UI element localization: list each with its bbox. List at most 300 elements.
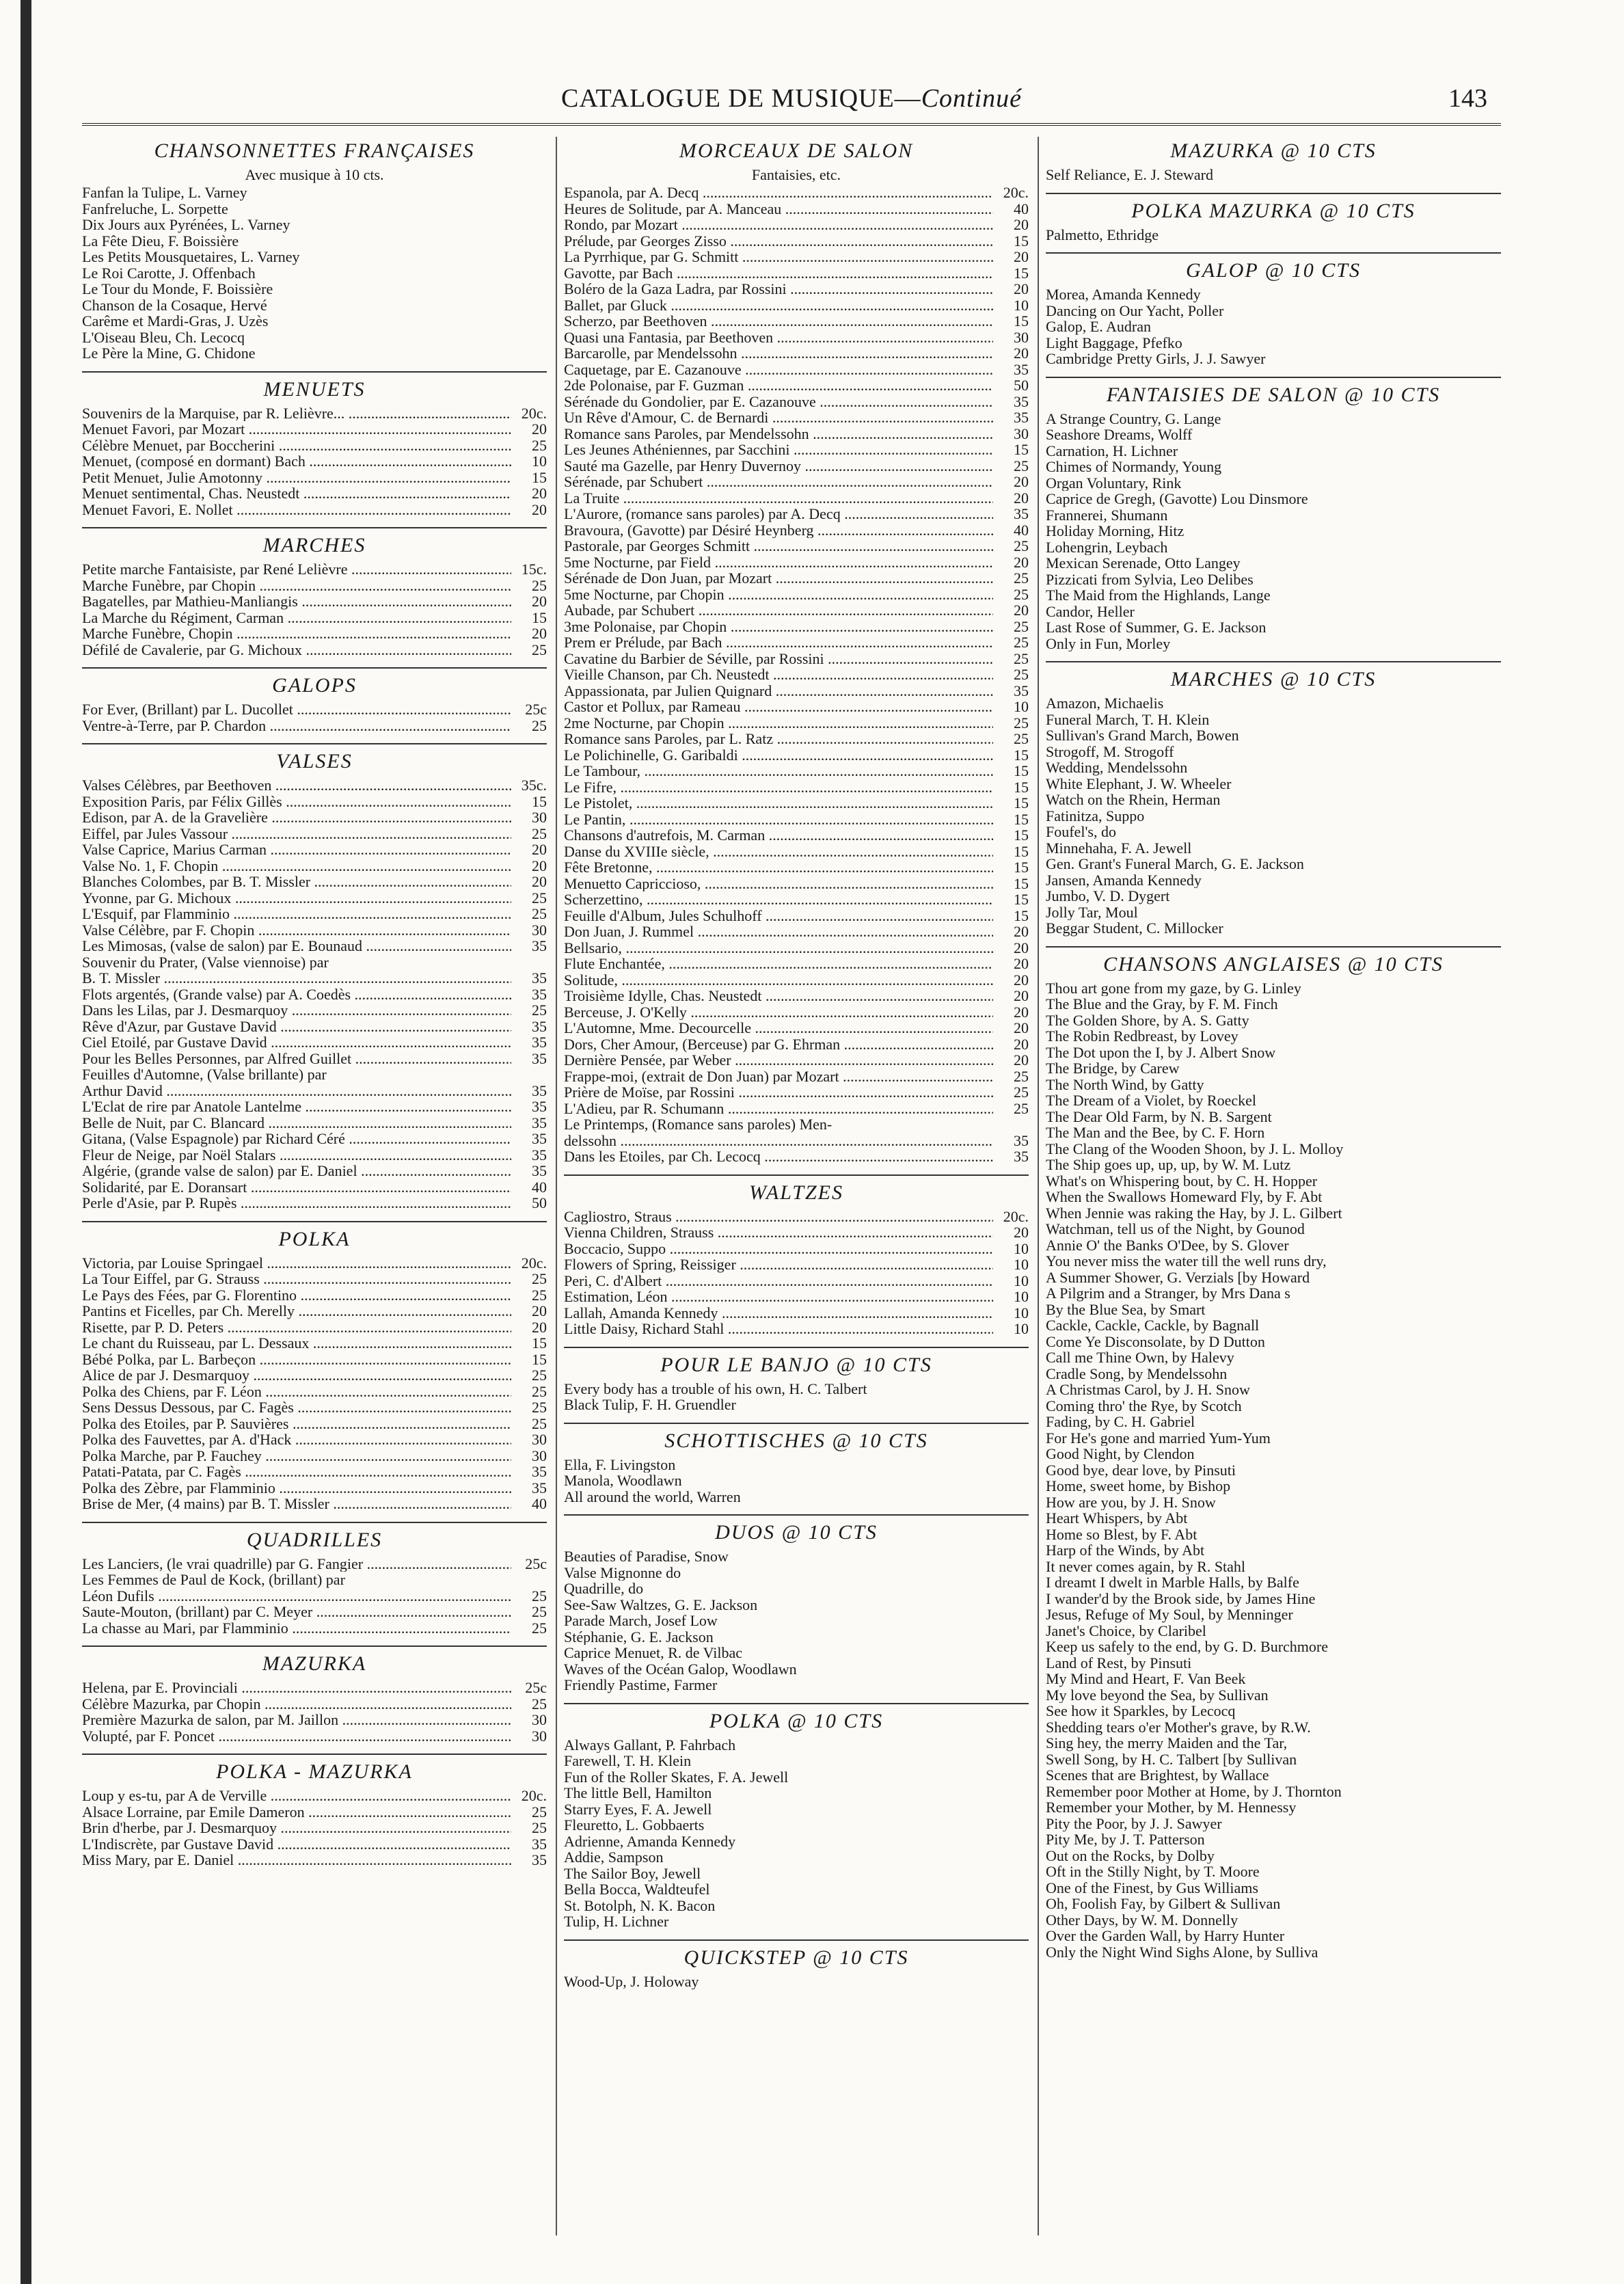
entry-title: Sérénade, par Schubert ..... <box>564 474 993 490</box>
section-title: POUR LE BANJO @ 10 CTS <box>660 1353 932 1376</box>
entry-price: 25 <box>532 1603 547 1620</box>
entry-price: 10 <box>1014 1239 1029 1257</box>
catalogue-entry <box>1046 167 1501 183</box>
entry-price: 30 <box>532 1431 547 1448</box>
catalogue-entry <box>1046 619 1501 636</box>
entry-price: 20 <box>1014 987 1029 1004</box>
catalogue-entry <box>564 1645 1029 1661</box>
catalogue-entry <box>564 1116 1029 1133</box>
catalogue-entry <box>82 1367 547 1384</box>
entry-title: Over the Garden Wall, by Harry Hunter <box>1046 1928 1285 1944</box>
entry-title: Bellsario, ..... <box>564 940 993 956</box>
entry-title: Swell Song, by H. C. Talbert [by Sullivan <box>1046 1751 1297 1767</box>
entry-price: 15 <box>532 1334 547 1352</box>
entry-price: 20 <box>1014 923 1029 940</box>
catalogue-entry <box>82 1432 547 1448</box>
catalogue-entry <box>1046 1446 1501 1462</box>
catalogue-entry <box>82 185 547 201</box>
entry-title: Fatinitza, Suppo <box>1046 807 1145 824</box>
catalogue-section <box>1046 139 1501 183</box>
catalogue-entry <box>1046 1349 1501 1366</box>
catalogue-entry <box>564 844 1029 860</box>
entry-title: Waves of the Océan Galop, Woodlawn <box>564 1661 797 1677</box>
entry-price: 20 <box>532 420 547 438</box>
entry-title: Sauté ma Gazelle, par Henry Duvernoy ..... <box>564 458 993 474</box>
entry-title: Première Mazurka de salon, par M. Jaillon ..... <box>82 1712 511 1728</box>
section-rule <box>564 1703 1029 1704</box>
catalogue-entry <box>564 265 1029 282</box>
entry-title: Lohengrin, Leybach <box>1046 539 1168 555</box>
entry-price: 30 <box>532 809 547 826</box>
catalogue-entry <box>564 1257 1029 1273</box>
catalogue-entry <box>564 1489 1029 1505</box>
entry-title: Candor, Heller <box>1046 603 1135 619</box>
catalogue-entry <box>82 1728 547 1745</box>
catalogue-entry <box>1046 1655 1501 1671</box>
catalogue-entry <box>564 859 1029 876</box>
catalogue-entry <box>82 1066 547 1083</box>
catalogue-entry <box>1046 1816 1501 1832</box>
entry-title: Dans les Etoiles, par Ch. Lecocq ..... <box>564 1148 993 1165</box>
catalogue-entry <box>1046 1864 1501 1880</box>
entry-price: 15 <box>1014 762 1029 779</box>
catalogue-entry <box>82 249 547 265</box>
entry-title: Harp of the Winds, by Abt <box>1046 1542 1205 1559</box>
section-title: MAZURKA @ 10 CTS <box>1170 139 1377 162</box>
catalogue-section <box>1046 946 1501 1961</box>
entry-price: 35 <box>532 1114 547 1131</box>
entry-price: 20 <box>1014 345 1029 362</box>
entry-title: Scherzo, par Beethoven ..... <box>564 313 993 330</box>
catalogue-entry <box>82 890 547 906</box>
catalogue-section <box>82 667 547 734</box>
entry-title: Volupté, par F. Poncet ..... <box>82 1728 511 1745</box>
entry-price: 35 <box>532 937 547 954</box>
catalogue-section <box>82 139 547 362</box>
entry-price: 15 <box>1014 312 1029 330</box>
entry-title: 3me Polonaise, par Chopin ..... <box>564 619 993 635</box>
entry-title: Coming thro' the Rye, by Scotch <box>1046 1397 1242 1414</box>
entry-price: 15 <box>1014 827 1029 844</box>
catalogue-entry <box>564 940 1029 956</box>
entry-title: Caprice de Gregh, (Gavotte) Lou Dinsmore <box>1046 491 1308 507</box>
entry-price: 35 <box>532 1835 547 1853</box>
catalogue-section <box>82 527 547 658</box>
entry-title: Victoria, par Louise Springael ..... <box>82 1255 511 1272</box>
catalogue-entry <box>1046 1767 1501 1784</box>
entry-title: Frannerei, Shumann <box>1046 507 1168 523</box>
catalogue-entry <box>1046 1735 1501 1751</box>
entry-price: 25 <box>532 576 547 594</box>
entry-title: 5me Nocturne, par Field ..... <box>564 554 993 571</box>
entry-title: I dreamt I dwelt in Marble Halls, by Balfe <box>1046 1574 1299 1591</box>
catalogue-section <box>564 1174 1029 1337</box>
entry-title: Menuet Favori, E. Nollet ..... <box>82 502 511 518</box>
catalogue-entry <box>1046 475 1501 492</box>
catalogue-entry <box>82 1335 547 1352</box>
catalogue-entry <box>82 470 547 486</box>
catalogue-section <box>564 1423 1029 1505</box>
entry-price: 25 <box>532 1286 547 1304</box>
entry-title: Souvenirs de la Marquise, par R. Lelièvre... ..... <box>82 405 511 422</box>
catalogue-entry <box>1046 555 1501 572</box>
entry-price: 25 <box>1014 537 1029 554</box>
catalogue-entry <box>1046 491 1501 507</box>
page-header <box>82 75 1501 126</box>
entry-title: Polka des Fauvettes, par A. d'Hack ..... <box>82 1432 511 1448</box>
entry-title: 2de Polonaise, par F. Guzman ..... <box>564 377 993 394</box>
catalogue-entry <box>564 634 1029 651</box>
entry-price: 20 <box>532 500 547 518</box>
entry-title: Vienna Children, Strauss ..... <box>564 1224 993 1241</box>
catalogue-entry <box>564 1785 1029 1801</box>
entry-title: L'Esquif, par Flamminio ..... <box>82 906 511 922</box>
section-rule <box>1046 946 1501 948</box>
entry-title: Cambridge Pretty Girls, J. J. Sawyer <box>1046 351 1266 367</box>
catalogue-entry <box>564 1597 1029 1613</box>
catalogue-entry <box>564 587 1029 603</box>
entry-title: Les Mimosas, (valse de salon) par E. Bounaud ..... <box>82 938 511 954</box>
entry-title: Good bye, dear love, by Pinsuti <box>1046 1462 1236 1478</box>
entry-title: Alsace Lorraine, par Emile Dameron ..... <box>82 1804 511 1821</box>
catalogue-entry <box>82 1131 547 1147</box>
entry-title: Pizzicati from Sylvia, Leo Delibes <box>1046 571 1254 587</box>
catalogue-entry <box>1046 1382 1501 1398</box>
catalogue-entry <box>1046 1639 1501 1655</box>
catalogue-entry <box>82 405 547 422</box>
entry-price: 20c. <box>1003 1207 1029 1225</box>
entry-price: 25 <box>532 1803 547 1821</box>
entry-title: Le Printemps, (Romance sans paroles) Men- <box>564 1116 833 1133</box>
entry-price: 20 <box>1014 971 1029 989</box>
catalogue-entry <box>82 626 547 642</box>
section-rule <box>82 1645 547 1647</box>
catalogue-entry <box>1046 1077 1501 1093</box>
entry-price: 35 <box>1014 392 1029 410</box>
entry-price: 35c. <box>521 777 547 794</box>
entry-price: 25 <box>1014 714 1029 731</box>
catalogue-entry <box>564 490 1029 507</box>
entry-title: Défilé de Cavalerie, par G. Michoux ..... <box>82 642 511 658</box>
catalogue-entry <box>564 1101 1029 1117</box>
entry-price: 10 <box>1014 1304 1029 1321</box>
entry-title: Petite marche Fantaisiste, par René Lelièvre ..... <box>82 561 511 578</box>
catalogue-entry <box>1046 1944 1501 1961</box>
entry-title: Remember poor Mother at Home, by J. Thornton <box>1046 1783 1342 1799</box>
entry-title: Jesus, Refuge of My Soul, by Menninger <box>1046 1607 1293 1623</box>
section-rule <box>564 1423 1029 1424</box>
entry-price: 15 <box>1014 842 1029 860</box>
catalogue-entry <box>564 345 1029 362</box>
entry-title: Funeral March, T. H. Klein <box>1046 711 1210 727</box>
entry-price: 30 <box>532 1727 547 1745</box>
catalogue-entry <box>564 281 1029 297</box>
entry-title: Fun of the Roller Skates, F. A. Jewell <box>564 1769 789 1785</box>
catalogue-entry <box>82 1195 547 1211</box>
catalogue-entry <box>564 1801 1029 1818</box>
section-title: QUICKSTEP @ 10 CTS <box>684 1946 909 1969</box>
section-rule <box>1046 193 1501 194</box>
entry-title: Célèbre Mazurka, par Chopin ..... <box>82 1696 511 1712</box>
entry-title: L'Eclat de rire par Anatole Lantelme ..... <box>82 1099 511 1115</box>
column-3 <box>1046 137 1501 2235</box>
entry-price: 20 <box>1014 1224 1029 1241</box>
entry-title: A Pilgrim and a Stranger, by Mrs Dana s <box>1046 1285 1290 1302</box>
catalogue-entry <box>1046 776 1501 792</box>
catalogue-entry <box>1046 1896 1501 1912</box>
catalogue-entry <box>564 1737 1029 1754</box>
catalogue-entry <box>1046 695 1501 712</box>
catalogue-entry <box>82 1480 547 1496</box>
entry-price: 15 <box>1014 906 1029 924</box>
catalogue-entry <box>82 1448 547 1464</box>
entry-title: See-Saw Waltzes, G. E. Jackson <box>564 1596 758 1613</box>
catalogue-entry <box>1046 1189 1501 1205</box>
entry-title: Souvenir du Prater, (Valse viennoise) par <box>82 954 329 970</box>
entry-title: My Mind and Heart, F. Van Beek <box>1046 1671 1246 1687</box>
entry-title: Jumbo, V. D. Dygert <box>1046 888 1170 904</box>
entry-title: Light Baggage, Pfefko <box>1046 334 1182 351</box>
catalogue-entry <box>1046 1478 1501 1494</box>
entry-title: Amazon, Michaelis <box>1046 695 1164 712</box>
section-rule <box>82 667 547 669</box>
entry-title: Caquetage, par E. Cazanouve ..... <box>564 362 993 378</box>
entry-title: Les Petits Mousquetaires, L. Varney <box>82 249 300 265</box>
catalogue-entry <box>82 1287 547 1304</box>
catalogue-entry <box>564 747 1029 764</box>
entry-price: 20 <box>1014 939 1029 956</box>
entry-title: Bella Bocca, Waldteufel <box>564 1881 710 1898</box>
entry-title: Gitana, (Valse Espagnole) par Richard Céré ..... <box>82 1131 511 1147</box>
entry-price: 25 <box>1014 1099 1029 1117</box>
entry-title: The Man and the Bee, by C. F. Horn <box>1046 1125 1265 1141</box>
entry-price: 35 <box>532 1017 547 1035</box>
entry-title: Loup y es-tu, par A de Verville ..... <box>82 1788 511 1804</box>
entry-title: Belle de Nuit, par C. Blancard ..... <box>82 1115 511 1131</box>
entry-title: Every body has a trouble of his own, H. C. Talbert <box>564 1380 867 1397</box>
catalogue-entry <box>1046 1510 1501 1527</box>
entry-title: Les Lanciers, (le vrai quadrille) par G. Fangier ..... <box>82 1556 511 1572</box>
catalogue-entry <box>82 578 547 594</box>
entry-title: Célèbre Menuet, par Boccherini ..... <box>82 438 511 454</box>
catalogue-entry <box>1046 411 1501 427</box>
catalogue-entry <box>1046 808 1501 824</box>
entry-title: delssohn ..... <box>564 1133 993 1149</box>
catalogue-entry <box>564 297 1029 314</box>
entry-title: Frappe-moi, (extrait de Don Juan) par Mozart ..... <box>564 1069 993 1085</box>
catalogue-entry <box>82 233 547 250</box>
entry-title: Bagatelles, par Mathieu-Manliangis ..... <box>82 593 511 610</box>
entry-title: Le Polichinelle, G. Garibaldi ..... <box>564 747 993 764</box>
section-title: GALOP @ 10 CTS <box>1186 259 1361 282</box>
catalogue-entry <box>82 1604 547 1620</box>
catalogue-entry <box>564 362 1029 378</box>
entry-price: 20 <box>532 841 547 858</box>
catalogue-entry <box>564 1613 1029 1629</box>
entry-title: See how it Sparkles, by Lecocq <box>1046 1703 1236 1719</box>
catalogue-entry <box>1046 1751 1501 1768</box>
entry-price: 25 <box>532 641 547 658</box>
entry-price: 25 <box>1014 569 1029 587</box>
entry-title: Jansen, Amanda Kennedy <box>1046 872 1202 888</box>
entry-title: Le Tour du Monde, F. Boissière <box>82 281 273 297</box>
entry-title: Oft in the Stilly Night, by T. Moore <box>1046 1864 1260 1880</box>
catalogue-entry <box>1046 303 1501 319</box>
catalogue-entry <box>1046 1092 1501 1109</box>
catalogue-entry <box>82 986 547 1003</box>
catalogue-entry <box>564 1209 1029 1225</box>
entry-title: Gavotte, par Bach ..... <box>564 265 993 282</box>
section-rule <box>82 1221 547 1222</box>
catalogue-entry <box>82 1464 547 1480</box>
catalogue-entry <box>1046 1687 1501 1704</box>
catalogue-entry <box>1046 727 1501 744</box>
entry-title: Good Night, by Clendon <box>1046 1446 1195 1462</box>
entry-title: Risette, par P. D. Peters ..... <box>82 1319 511 1336</box>
catalogue-entry <box>82 1588 547 1604</box>
catalogue-entry <box>564 1898 1029 1914</box>
section-title: MENUETS <box>263 377 366 401</box>
entry-title: Cradle Song, by Mendelssohn <box>1046 1365 1228 1382</box>
catalogue-entry <box>1046 227 1501 243</box>
entry-title: St. Botolph, N. K. Bacon <box>564 1897 716 1913</box>
entry-title: Ballet, par Gluck ..... <box>564 297 993 314</box>
catalogue-entry <box>1046 1623 1501 1639</box>
catalogue-entry <box>564 377 1029 394</box>
entry-title: Peri, C. d'Albert ..... <box>564 1273 993 1289</box>
entry-price: 25 <box>532 436 547 454</box>
entry-title: Watchman, tell us of the Night, by Gounod <box>1046 1221 1305 1237</box>
catalogue-entry <box>1046 1045 1501 1061</box>
entry-price: 20c. <box>521 404 547 422</box>
entry-title: Holiday Morning, Hitz <box>1046 523 1185 539</box>
section-title: POLKA MAZURKA @ 10 CTS <box>1131 199 1416 222</box>
catalogue-entry <box>564 1661 1029 1678</box>
entry-price: 25 <box>532 1367 547 1384</box>
catalogue-entry <box>1046 1125 1501 1141</box>
entry-title: La Marche du Régiment, Carman ..... <box>82 610 511 626</box>
entry-title: Keep us safely to the end, by G. D. Burchmore <box>1046 1639 1329 1655</box>
catalogue-entry <box>82 330 547 346</box>
entry-title: Un Rêve d'Amour, C. de Bernardi ..... <box>564 409 993 426</box>
catalogue-entry <box>564 1457 1029 1473</box>
entry-title: Fleuretto, L. Gobbaerts <box>564 1817 705 1833</box>
entry-title: Fading, by C. H. Gabriel <box>1046 1414 1195 1430</box>
catalogue-entry <box>1046 1173 1501 1190</box>
entry-price: 15 <box>1014 859 1029 876</box>
catalogue-entry <box>82 1384 547 1400</box>
entry-title: Algérie, (grande valse de salon) par E. Daniel ..... <box>82 1163 511 1179</box>
entry-price: 25 <box>532 1270 547 1287</box>
catalogue-entry <box>564 619 1029 635</box>
catalogue-entry <box>564 1833 1029 1850</box>
entry-price: 35 <box>532 969 547 986</box>
catalogue-entry <box>1046 1317 1501 1334</box>
entry-title: Saute-Mouton, (brillant) par C. Meyer ..... <box>82 1604 511 1620</box>
catalogue-entry <box>564 827 1029 844</box>
entry-title: Foufel's, do <box>1046 824 1116 840</box>
catalogue-entry <box>1046 1109 1501 1125</box>
catalogue-entry <box>82 1836 547 1853</box>
catalogue-entry <box>564 1581 1029 1597</box>
catalogue-entry <box>564 1397 1029 1413</box>
entry-price: 20 <box>1014 1003 1029 1021</box>
column-divider <box>556 137 557 2235</box>
entry-title: Bravoura, (Gavotte) par Désiré Heynberg ..... <box>564 522 993 539</box>
catalogue-entry <box>1046 1398 1501 1414</box>
catalogue-entry <box>1046 1527 1501 1543</box>
entry-title: Helena, par E. Provinciali ..... <box>82 1680 511 1696</box>
entry-title: Home so Blest, by F. Abt <box>1046 1526 1197 1542</box>
catalogue-entry <box>564 924 1029 940</box>
entry-title: Other Days, by W. M. Donnelly <box>1046 1911 1239 1928</box>
catalogue-section <box>82 1221 547 1512</box>
entry-title: Sérénade du Gondolier, par E. Cazanouve ..... <box>564 394 993 410</box>
entry-title: Fanfreluche, L. Sorpette <box>82 200 228 217</box>
entry-title: Manola, Woodlawn <box>564 1473 682 1489</box>
catalogue-entry <box>1046 351 1501 367</box>
entry-price: 35 <box>1014 1131 1029 1149</box>
catalogue-entry <box>1046 1269 1501 1286</box>
entry-title: Pour les Belles Personnes, par Alfred Guillet ..... <box>82 1051 511 1067</box>
entry-price: 35 <box>532 1034 547 1051</box>
catalogue-entry <box>82 1416 547 1432</box>
entry-title: Prem er Prélude, par Bach ..... <box>564 634 993 651</box>
catalogue-entry <box>1046 587 1501 604</box>
entry-title: Feuille d'Album, Jules Schulhoff ..... <box>564 908 993 924</box>
catalogue-entry <box>82 1804 547 1821</box>
section-title: GALOPS <box>272 674 357 697</box>
section-rule <box>82 527 547 528</box>
catalogue-entry <box>82 1712 547 1728</box>
entry-price: 20 <box>1014 473 1029 490</box>
entry-price: 30 <box>1014 425 1029 442</box>
entry-title: Shedding tears o'er Mother's grave, by R.W. <box>1046 1719 1311 1735</box>
entry-title: Eiffel, par Jules Vassour ..... <box>82 826 511 842</box>
catalogue-entry <box>564 1289 1029 1305</box>
catalogue-entry <box>1046 760 1501 776</box>
entry-title: 5me Nocturne, par Chopin ..... <box>564 587 993 603</box>
entry-title: Danse du XVIIIe siècle, ..... <box>564 844 993 860</box>
catalogue-entry <box>564 1036 1029 1053</box>
entry-title: Yvonne, par G. Michoux ..... <box>82 890 511 906</box>
entry-price: 35 <box>532 1463 547 1480</box>
entry-title: Flowers of Spring, Reissiger ..... <box>564 1257 993 1273</box>
entry-title: La Truite ..... <box>564 490 993 507</box>
entry-price: 40 <box>1014 521 1029 539</box>
catalogue-entry <box>1046 286 1501 303</box>
catalogue-entry <box>82 906 547 922</box>
entry-price: 25 <box>532 824 547 842</box>
entry-title: Ventre-à-Terre, par P. Chardon ..... <box>82 718 511 734</box>
catalogue-entry <box>82 1788 547 1804</box>
catalogue-entry <box>82 1147 547 1164</box>
entry-price: 30 <box>532 921 547 939</box>
entry-price: 25 <box>1014 730 1029 747</box>
entry-price: 15 <box>1014 874 1029 892</box>
catalogue-entry <box>564 1974 1029 1990</box>
entry-title: Romance sans Paroles, par L. Ratz ..... <box>564 731 993 747</box>
page-number: 143 <box>1448 84 1487 113</box>
entry-title: L'Oiseau Bleu, Ch. Lecocq <box>82 329 245 345</box>
entry-title: The Blue and the Gray, by F. M. Finch <box>1046 996 1278 1012</box>
entry-title: The Robin Redbreast, by Lovey <box>1046 1028 1239 1045</box>
entry-title: Brise de Mer, (4 mains) par B. T. Missler ..... <box>82 1496 511 1512</box>
catalogue-entry <box>1046 920 1501 937</box>
catalogue-entry <box>1046 1928 1501 1944</box>
entry-price: 50 <box>1014 377 1029 394</box>
entry-price: 25 <box>532 1414 547 1432</box>
